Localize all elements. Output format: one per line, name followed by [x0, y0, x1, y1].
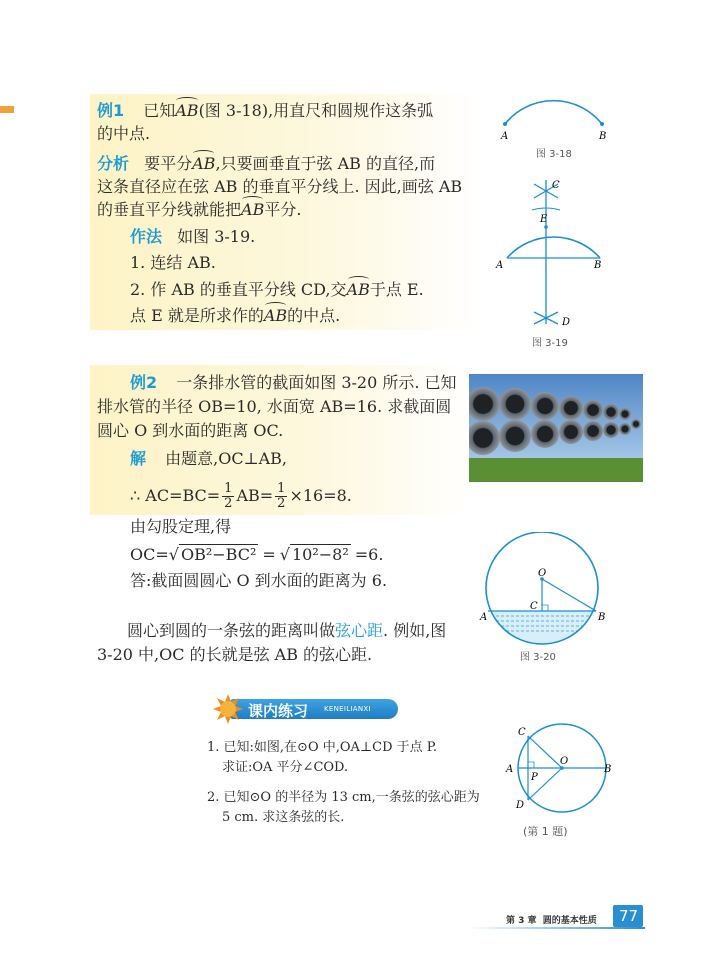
fig320-label-b: B [598, 612, 606, 623]
fig318-caption: 图 3-18 [536, 149, 572, 160]
fig319-label-e: E [540, 214, 548, 225]
fig319-label-d: D [562, 317, 571, 328]
footer-rule [470, 927, 645, 929]
page-number: 77 [619, 907, 639, 925]
fig1-label-d: D [516, 800, 525, 811]
figure-3-19 [490, 172, 620, 332]
fig320-caption: 图 3-20 [520, 652, 556, 663]
fig1-label-o: O [560, 756, 569, 767]
fig320-label-c: C [530, 601, 538, 612]
fig1-label-b: B [604, 764, 612, 775]
figure-3-20 [476, 532, 616, 647]
fig1-label-a: A [506, 764, 514, 775]
edge-tab [0, 106, 14, 113]
term-chord-distance: 弦心距 [335, 621, 384, 640]
fig319-label-b: B [594, 260, 602, 271]
fig319-label-a: A [496, 260, 504, 271]
exercise-figure-1 [498, 722, 618, 822]
footer-chapter: 第 3 章 圆的基本性质 [506, 916, 597, 926]
question-1: 1. 已知:如图,在⊙O 中,OA⊥CD 于点 P. [207, 740, 438, 755]
method-label: 作法 [130, 227, 163, 246]
solution-label: 解 [130, 449, 147, 468]
fig320-label-a: A [480, 612, 488, 623]
page-number-badge [613, 905, 643, 927]
exercise-banner [212, 696, 398, 722]
fig318-label-b: B [599, 131, 607, 142]
exercise-subtitle: KENEILIANXI [324, 705, 371, 713]
drainage-pipes-photo [469, 374, 643, 482]
fig320-label-o: O [538, 568, 547, 579]
sun-badge-icon [212, 693, 244, 725]
fig319-caption: 图 3-19 [532, 338, 568, 349]
figure-3-18 [490, 86, 620, 146]
exercise-title: 课内练习 [248, 702, 309, 720]
analysis-label: 分析 [97, 154, 130, 173]
example2-label: 例2 [130, 373, 158, 392]
question-2: 2. 已知⊙O 的半径为 13 cm,一条弦的弦心距为 [207, 790, 480, 805]
example1-label: 例1 [97, 101, 125, 120]
fig1-caption: (第 1 题) [523, 825, 568, 838]
fig319-label-c: C [552, 180, 560, 191]
fig318-label-a: A [501, 131, 509, 142]
fig1-label-c: C [518, 727, 526, 738]
fig1-label-p: P [531, 772, 538, 783]
